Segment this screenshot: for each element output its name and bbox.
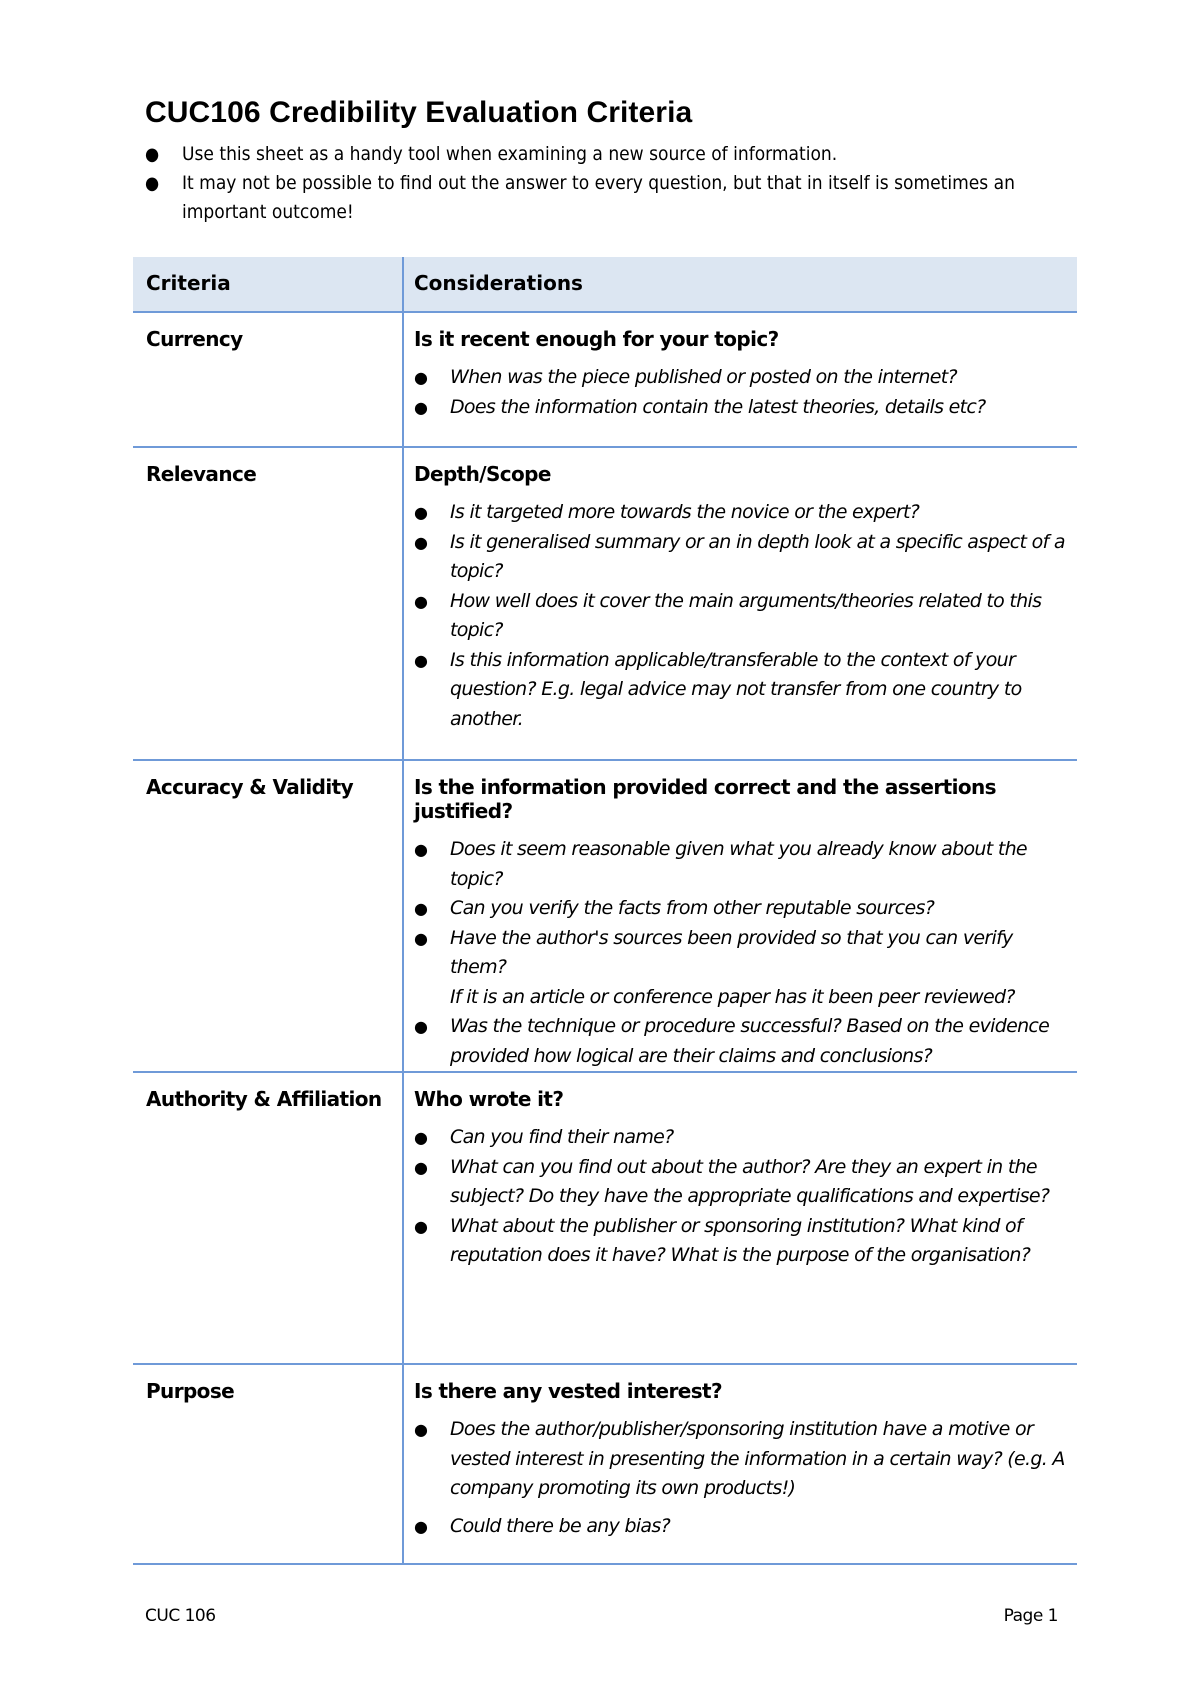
list-item: ● Does the author/publisher/sponsoring institution have a motive or vested interest in presenting the information in a certain way? (e.g. A company promoting its own products!) — [414, 1415, 1069, 1504]
considerations-list — [414, 1123, 1069, 1271]
considerations-cell — [403, 447, 1077, 760]
list-item-continuation: If it is an article or conference paper has it been peer reviewed? — [450, 985, 1015, 1008]
bullet-icon: ● — [414, 1216, 428, 1236]
considerations-cell — [403, 1072, 1077, 1364]
considerations-heading: Is there any vested interest? — [414, 1379, 723, 1403]
considerations-list — [414, 835, 1069, 1071]
criteria-cell — [133, 1364, 403, 1564]
bullet-icon: ● — [414, 368, 428, 387]
list-item: ● Can you find their name? — [414, 1123, 1069, 1153]
criteria-cell — [133, 1072, 403, 1364]
bullet-icon: ● — [414, 1017, 428, 1036]
header-criteria: Criteria — [133, 257, 403, 312]
list-item: ● Does it seem reasonable given what you already know about the topic? — [414, 835, 1069, 894]
footer-page-number: Page 1 — [1003, 1606, 1058, 1626]
intro-text: Use this sheet as a handy tool when examining a new source of information. — [182, 143, 838, 165]
table-row — [133, 1072, 1077, 1364]
list-item: ● Could there be any bias? — [414, 1512, 1069, 1542]
considerations-list — [414, 363, 1069, 422]
criteria-cell — [133, 760, 403, 1072]
bullet-icon: ● — [414, 1420, 428, 1439]
list-item: ● Have the author's sources been provided so that you can verify them? If it is an article or conference paper has it been peer reviewed? — [414, 924, 1069, 1013]
footer-course-code: CUC 106 — [145, 1606, 216, 1626]
bullet-icon: ● — [414, 1516, 428, 1536]
list-item: ● Is this information applicable/transferable to the context of your question? E.g. legal advice may not transfer from one country to another. — [414, 646, 1069, 735]
list-item: ● When was the piece published or posted on the internet? — [414, 363, 1069, 393]
bullet-icon: ● — [145, 144, 160, 165]
criteria-label: Purpose — [146, 1379, 235, 1403]
bullet-icon: ● — [414, 503, 428, 522]
considerations-heading: Is the information provided correct and the assertions justified? — [414, 775, 996, 823]
bullet-icon: ● — [414, 397, 428, 417]
intro-bullet — [145, 169, 1025, 227]
header-considerations: Considerations — [403, 257, 1077, 312]
considerations-list — [414, 1415, 1069, 1541]
criteria-table — [133, 257, 1077, 1565]
bullet-icon: ● — [145, 173, 160, 194]
list-item: ● Is it targeted more towards the novice or the expert? — [414, 498, 1069, 528]
considerations-cell — [403, 1364, 1077, 1564]
page-title: CUC106 Credibility Evaluation Criteria — [145, 96, 693, 129]
list-item: ● Does the information contain the latest theories, details etc? — [414, 393, 1069, 423]
considerations-cell — [403, 312, 1077, 447]
considerations-list — [414, 498, 1069, 734]
table-row — [133, 312, 1077, 447]
considerations-heading: Is it recent enough for your topic? — [414, 327, 779, 351]
list-item: ● Was the technique or procedure successful? Based on the evidence provided how logical are their claims and conclusions? — [414, 1012, 1069, 1071]
considerations-heading: Who wrote it? — [414, 1087, 564, 1111]
intro-bullet — [145, 140, 1025, 169]
criteria-label: Accuracy & Validity — [146, 775, 354, 799]
criteria-cell — [133, 447, 403, 760]
bullet-icon: ● — [414, 1157, 428, 1177]
bullet-icon: ● — [414, 840, 428, 859]
considerations-cell — [403, 760, 1077, 1072]
table-row — [133, 760, 1077, 1072]
intro-list — [145, 140, 1025, 227]
bullet-icon: ● — [414, 1128, 428, 1147]
criteria-cell — [133, 312, 403, 447]
intro-text: It may not be possible to find out the answer to every question, but that in itself is sometimes an important outcome! — [182, 172, 1015, 223]
criteria-label: Authority & Affiliation — [146, 1087, 382, 1111]
bullet-icon: ● — [414, 650, 428, 670]
table-row — [133, 1364, 1077, 1564]
list-item: ● What can you find out about the author? Are they an expert in the subject? Do they have the appropriate qualifications and expertise? — [414, 1153, 1069, 1212]
bullet-icon: ● — [414, 591, 428, 611]
criteria-label: Currency — [146, 327, 243, 351]
list-item: ● Is it generalised summary or an in depth look at a specific aspect of a topic? — [414, 528, 1069, 587]
considerations-heading: Depth/Scope — [414, 462, 551, 486]
bullet-icon: ● — [414, 928, 428, 948]
bullet-icon: ● — [414, 899, 428, 918]
criteria-label: Relevance — [146, 462, 257, 486]
table-row — [133, 447, 1077, 760]
list-item: ● How well does it cover the main arguments/theories related to this topic? — [414, 587, 1069, 646]
list-item: ● Can you verify the facts from other reputable sources? — [414, 894, 1069, 924]
table-header-row — [133, 257, 1077, 312]
list-item: ● What about the publisher or sponsoring institution? What kind of reputation does it have? What is the purpose of the organisation? — [414, 1212, 1069, 1271]
bullet-icon: ● — [414, 532, 428, 552]
